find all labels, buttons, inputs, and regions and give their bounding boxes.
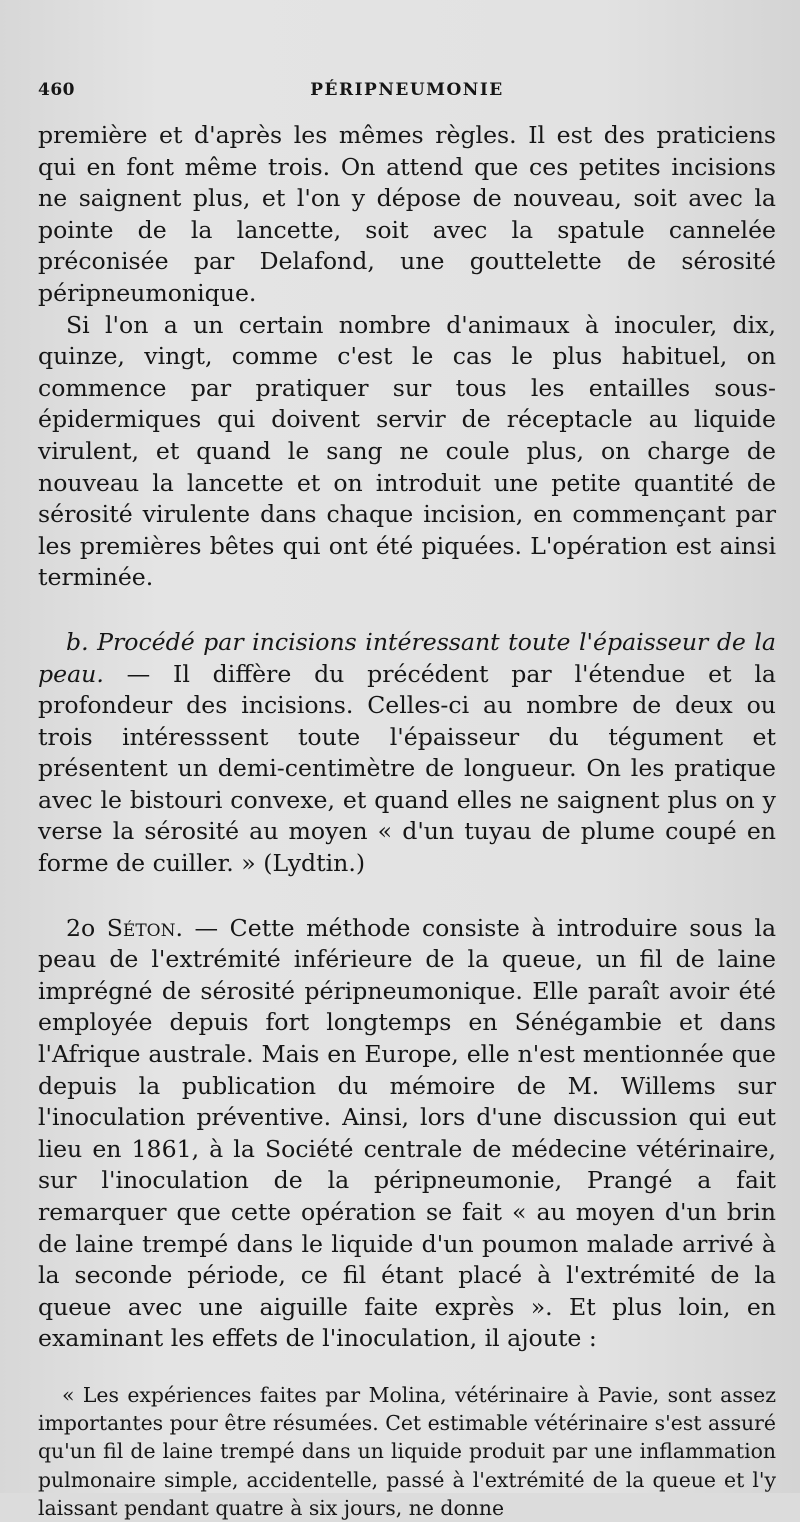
subheading-procedure-b: b. Procédé par incisions intéressant toute l'épaisseur de la peau. — [38, 627, 776, 688]
running-title: PÉRIPNEUMONIE — [310, 80, 504, 100]
block-quote: « Les expériences faites par Molina, vétérinaire à Pavie, sont assez importantes pour être résumées. Cet estimable vétérinaire s'est assuré qu'un fil de laine trempé dans un liquide produit par une inflammation pulmonaire simple, accidentelle, passé à l'extrémité de la queue et l'y laissant pendant quatre à six jours, ne donne — [38, 1382, 776, 1520]
paragraph-seton — [38, 913, 776, 1355]
procedure-b-body: — Il diffère du précédent par l'étendue et la profondeur des incisions. Celles-ci au nombre de deux ou trois intéresssent toute l'épaisseur du tégument et présentent un demi-centimètre de longueur. On les pratique avec le bistouri convexe, et quand elles ne saignent plus on y verse la sérosité au moyen « d'un tuyau de plume coupé en forme de cuiller. » (Lydtin.) — [38, 659, 776, 878]
paragraph-procedure-b — [38, 627, 776, 880]
section-term-seton: Séton. — [106, 913, 183, 942]
page-number: 460 — [38, 80, 75, 100]
paragraph-multiple-animals: Si l'on a un certain nombre d'animaux à inoculer, dix, quinze, vingt, comme c'est le cas le plus habituel, on commence par pratiquer sur tous les entailles sous-épidermiques qui doivent servir de réceptacle au liquide virulent, et quand le sang ne coule plus, on charge de nouveau la lancette et on introduit une petite quantité de sérosité virulente dans chaque incision, en commençant par les premières bêtes qui ont été piquées. L'opération est ainsi terminée. — [38, 310, 776, 592]
section-number: 2o — [66, 913, 96, 942]
seton-body: — Cette méthode consiste à introduire sous la peau de l'extrémité inférieure de la queue, un fil de laine imprégné de sérosité péripneumonique. Elle paraît avoir été employée depuis fort longtemps en Sénégambie et dans l'Afrique australe. Mais en Europe, elle n'est mentionnée que depuis la publication du mémoire de M. Willems sur l'inoculation préventive. Ainsi, lors d'une discussion qui eut lieu en 1861, à la Société centrale de médecine vétérinaire, sur l'inoculation de la péripneumonie, Prangé a fait remarquer que cette opération se fait « au moyen d'un brin de laine trempé dans le liquide d'un poumon malade arrivé à la seconde période, ce fil étant placé à l'extrémité de la queue avec une aiguille faite exprès ». Et plus loin, en examinant les effets de l'inoculation, il ajoute : — [38, 913, 777, 1353]
page-header — [38, 80, 776, 120]
paragraph-continuation: première et d'après les mêmes règles. Il est des praticiens qui en font même trois. On attend que ces petites incisions ne saignent plus, et l'on y dépose de nouveau, soit avec la pointe de la lancette, soit avec la spatule cannelée préconisée par Delafond, une gouttelette de sérosité péripneumonique. — [38, 121, 776, 307]
